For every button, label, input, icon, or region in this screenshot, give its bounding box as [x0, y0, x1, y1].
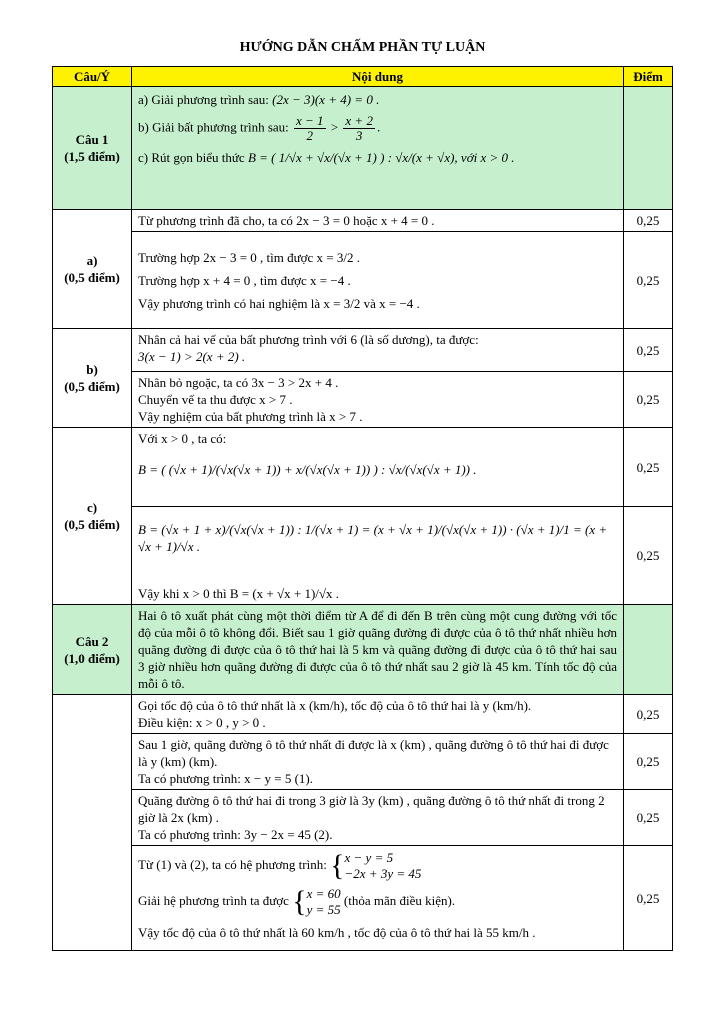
part-c-score-2: 0,25 — [624, 507, 673, 605]
part-a-step-1: Từ phương trình đã cho, ta có 2x − 3 = 0 hoặc x + 4 = 0 . — [132, 210, 624, 232]
question-1-content — [132, 87, 624, 210]
q2-score-3: 0,25 — [624, 790, 673, 846]
q2-row-4 — [53, 846, 673, 951]
q2-score-4: 0,25 — [624, 846, 673, 951]
header-question: Câu/Ý — [53, 67, 132, 87]
q2-step-3: Quãng đường ô tô thứ hai đi trong 3 giờ là 3y (km) , quãng đường ô tô thứ nhất đi trong 2 giờ là 2x (km) . Ta có phương trình: 3y − 2x = 45 (2). — [132, 790, 624, 846]
page-title: HƯỚNG DẪN CHẤM PHẦN TỰ LUẬN — [239, 40, 486, 55]
part-c-step-2: B = (√x + 1 + x)/(√x(√x + 1)) : 1/(√x + 1) = (x + √x + 1)/(√x(√x + 1)) · (√x + 1)/1 = (x + √x + 1)/√x . Vậy khi x > 0 thì B = (x + √x + 1)/√x . — [132, 507, 624, 605]
part-b-score-1: 0,25 — [624, 329, 673, 372]
part-c-row-1 — [53, 428, 673, 507]
grading-table — [52, 66, 673, 951]
part-b-step-1: Nhân cả hai vế của bất phương trình với 6 (là số dương), ta được: 3(x − 1) > 2(x + 2) . — [132, 329, 624, 372]
question-2-label: Câu 2 (1,0 điểm) — [53, 605, 132, 695]
question-1-score — [624, 87, 673, 210]
q2-step-2: Sau 1 giờ, quãng đường ô tô thứ nhất đi được là x (km) , quãng đường ô tô thứ hai đi được là y (km) (km). Ta có phương trình: x − y = 5 (1). — [132, 734, 624, 790]
part-b-row-2 — [53, 372, 673, 428]
q2-score-2: 0,25 — [624, 734, 673, 790]
q2-row-1 — [53, 695, 673, 734]
part-b-step-2: Nhân bỏ ngoặc, ta có 3x − 3 > 2x + 4 . Chuyển vế ta thu được x > 7 . Vậy nghiệm của bất phương trình là x > 7 . — [132, 372, 624, 428]
q2-score-1: 0,25 — [624, 695, 673, 734]
part-b-label: b) (0,5 điểm) — [53, 329, 132, 428]
part-b-row-1 — [53, 329, 673, 372]
part-c-label: c) (0,5 điểm) — [53, 428, 132, 605]
question-2-row — [53, 605, 673, 695]
q2-row-2 — [53, 734, 673, 790]
part-a-row-2 — [53, 232, 673, 329]
q1-part-b: b) Giải bất phương trình sau: $\frac{x - 1}{2}$ > $\frac{x + 2}{3}$ . — [138, 113, 381, 143]
table-header-row — [53, 67, 673, 87]
q2-step-1: Gọi tốc độ của ô tô thứ nhất là x (km/h), tốc độ của ô tô thứ hai là y (km/h). Điều kiện: x > 0 , y > 0 . — [132, 695, 624, 734]
part-a-score-1: 0,25 — [624, 210, 673, 232]
part-a-label: a) (0,5 điểm) — [53, 210, 132, 329]
header-score: Điểm — [624, 67, 673, 87]
part-a-row-1 — [53, 210, 673, 232]
part-a-step-2: Trường hợp 2x − 3 = 0 , tìm được x = 3/2 . Trường hợp x + 4 = 0 , tìm được x = −4 . Vậy phương trình có hai nghiệm là x = 3/2 và x = −4 . — [132, 232, 624, 329]
q1-part-a: a) Giải phương trình sau: (2x − 3)(x + 4) = 0 . — [138, 92, 380, 107]
part-c-step-1: Với x > 0 , ta có: B = ( (√x + 1)/(√x(√x + 1)) + x/(√x(√x + 1)) ) : √x/(√x(√x + 1)) . — [132, 428, 624, 507]
question-2-score — [624, 605, 673, 695]
q2-row-3 — [53, 790, 673, 846]
part-a-score-2: 0,25 — [624, 232, 673, 329]
q2-system-1: Từ (1) và (2), ta có hệ phương trình: { x − y = 5 −2x + 3y = 45 — [138, 849, 422, 882]
part-c-score-1: 0,25 — [624, 428, 673, 507]
q2-step-4: Từ (1) và (2), ta có hệ phương trình: { x − y = 5 −2x + 3y = 45 Giải hệ phương trình ta được { x = 60 y = 55 (thỏa mãn điều kiện). Vậy tốc độ của ô tô thứ nhất là 60 km/h , tốc độ của ô tô thứ hai là 55 km/h . — [132, 846, 624, 951]
question-1-label: Câu 1 (1,5 điểm) — [53, 87, 132, 210]
q2-system-2: Giải hệ phương trình ta được { x = 60 y = 55 (thỏa mãn điều kiện). — [138, 885, 456, 918]
part-b-score-2: 0,25 — [624, 372, 673, 428]
question-1-row — [53, 87, 673, 210]
q2-empty-label — [53, 695, 132, 951]
question-2-text: Hai ô tô xuất phát cùng một thời điểm từ A để đi đến B trên cùng một cung đường với tốc độ của mỗi ô tô không đổi. Biết sau 1 giờ quãng đường đi được của ô tô thứ nhất nhiều hơn quãng đường đi được của ô tô thứ hai là 5 km và quãng đường đi được của ô tô thứ hai sau 3 giờ nhiều hơn quãng đường đi được của ô tô thứ nhất sau 2 giờ là 45 km. Tính tốc độ của mỗi ô tô. — [132, 605, 624, 695]
q1-part-c: c) Rút gọn biểu thức B = ( 1/√x + √x/(√x + 1) ) : √x/(x + √x), với x > 0 . — [138, 150, 515, 165]
header-content: Nội dung — [132, 67, 624, 87]
part-c-row-2 — [53, 507, 673, 605]
